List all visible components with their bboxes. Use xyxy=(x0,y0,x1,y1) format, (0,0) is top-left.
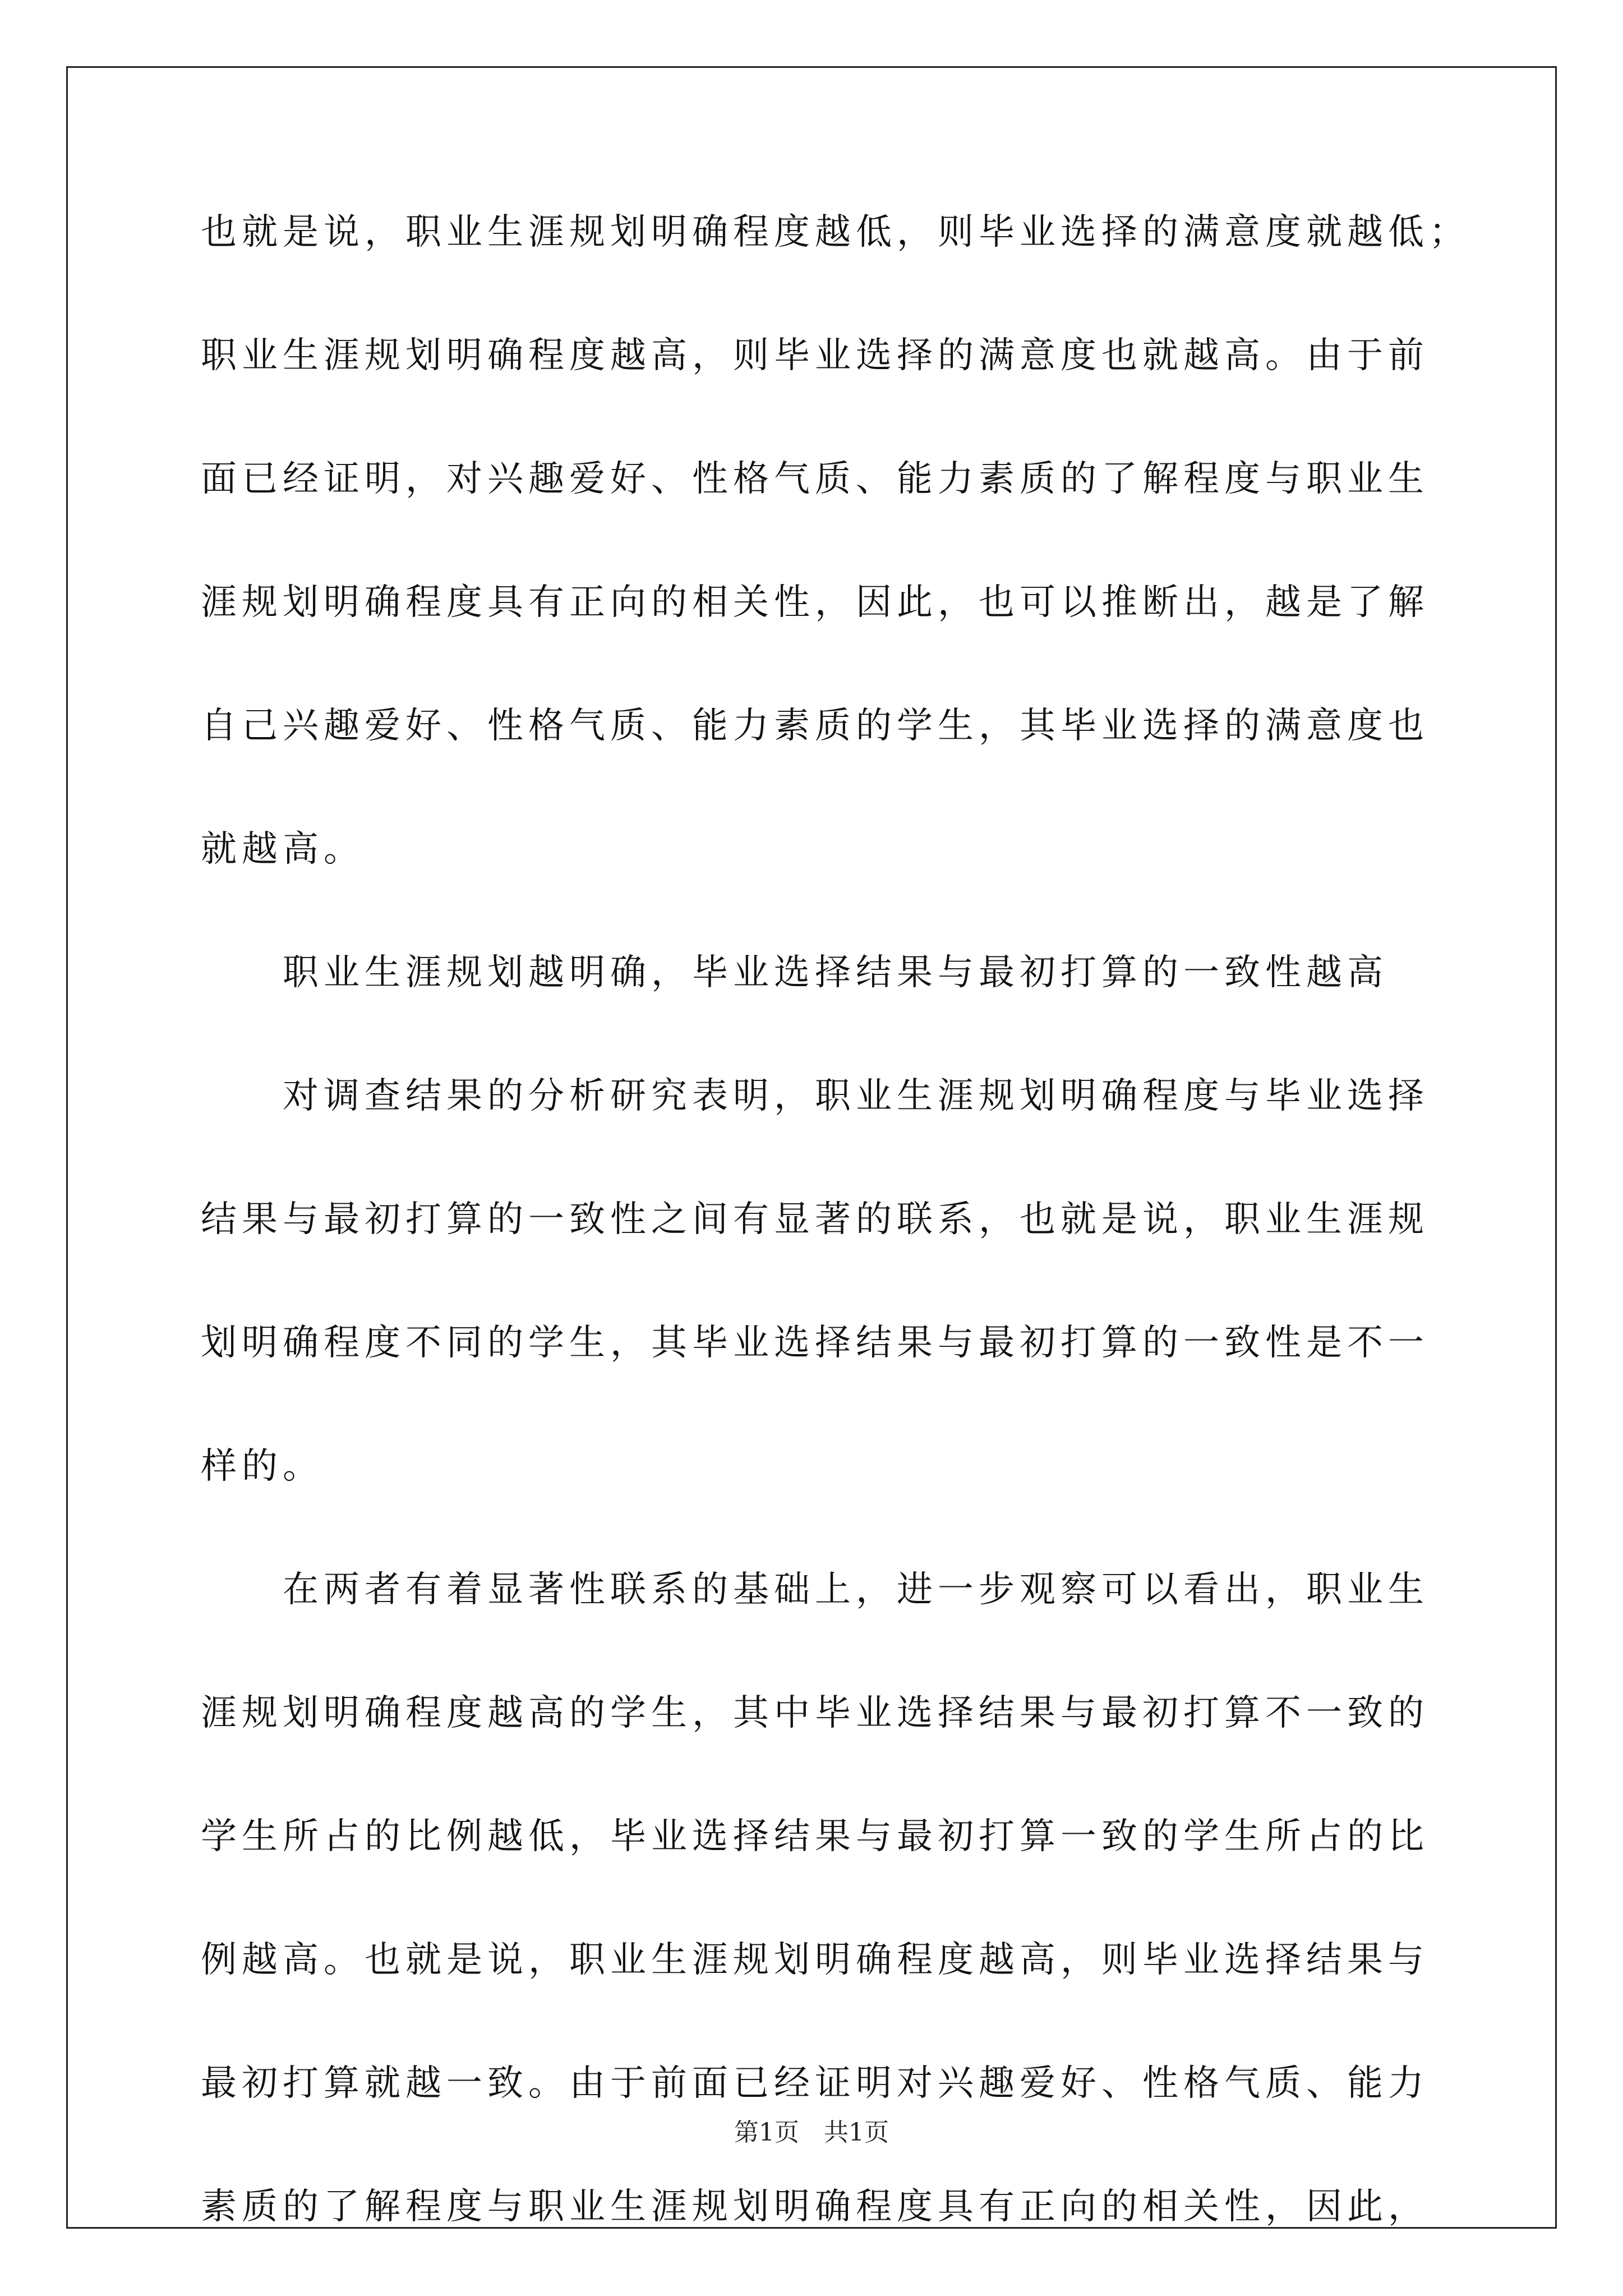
section-heading: 职业生涯规划越明确，毕业选择结果与最初打算的一致性越高 xyxy=(283,952,1388,993)
text-line: 涯规划明确程度越高的学生，其中毕业选择结果与最初打算不一致的 xyxy=(201,1692,1429,1734)
text-line: 例越高。也就是说，职业生涯规划明确程度越高，则毕业选择结果与 xyxy=(201,1939,1429,1981)
text-line: 职业生涯规划明确程度越高，则毕业选择的满意度也就越高。由于前 xyxy=(201,335,1429,376)
text-line: 自己兴趣爱好、性格气质、能力素质的学生，其毕业选择的满意度也 xyxy=(201,705,1429,747)
text-line: 也就是说，职业生涯规划明确程度越低，则毕业选择的满意度就越低； xyxy=(201,211,1470,253)
text-line: 素质的了解程度与职业生涯规划明确程度具有正向的相关性，因此， xyxy=(201,2186,1429,2228)
text-line: 学生所占的比例越低，毕业选择结果与最初打算一致的学生所占的比 xyxy=(201,1816,1429,1857)
text-line: 对调查结果的分析研究表明，职业生涯规划明确程度与毕业选择 xyxy=(283,1075,1429,1117)
text-line: 涯规划明确程度具有正向的相关性，因此，也可以推断出，越是了解 xyxy=(201,582,1429,623)
text-line: 最初打算就越一致。由于前面已经证明对兴趣爱好、性格气质、能力 xyxy=(201,2063,1429,2104)
text-line: 就越高。 xyxy=(201,829,365,870)
text-line: 样的。 xyxy=(201,1446,324,1487)
text-line: 在两者有着显著性联系的基础上，进一步观察可以看出，职业生 xyxy=(283,1569,1429,1611)
text-line: 划明确程度不同的学生，其毕业选择结果与最初打算的一致性是不一 xyxy=(201,1322,1429,1364)
text-line: 结果与最初打算的一致性之间有显著的联系，也就是说，职业生涯规 xyxy=(201,1199,1429,1240)
text-line: 面已经证明，对兴趣爱好、性格气质、能力素质的了解程度与职业生 xyxy=(201,458,1429,500)
page-border xyxy=(66,66,1557,2229)
page-number-footer: 第1页 共1页 xyxy=(734,2118,889,2147)
